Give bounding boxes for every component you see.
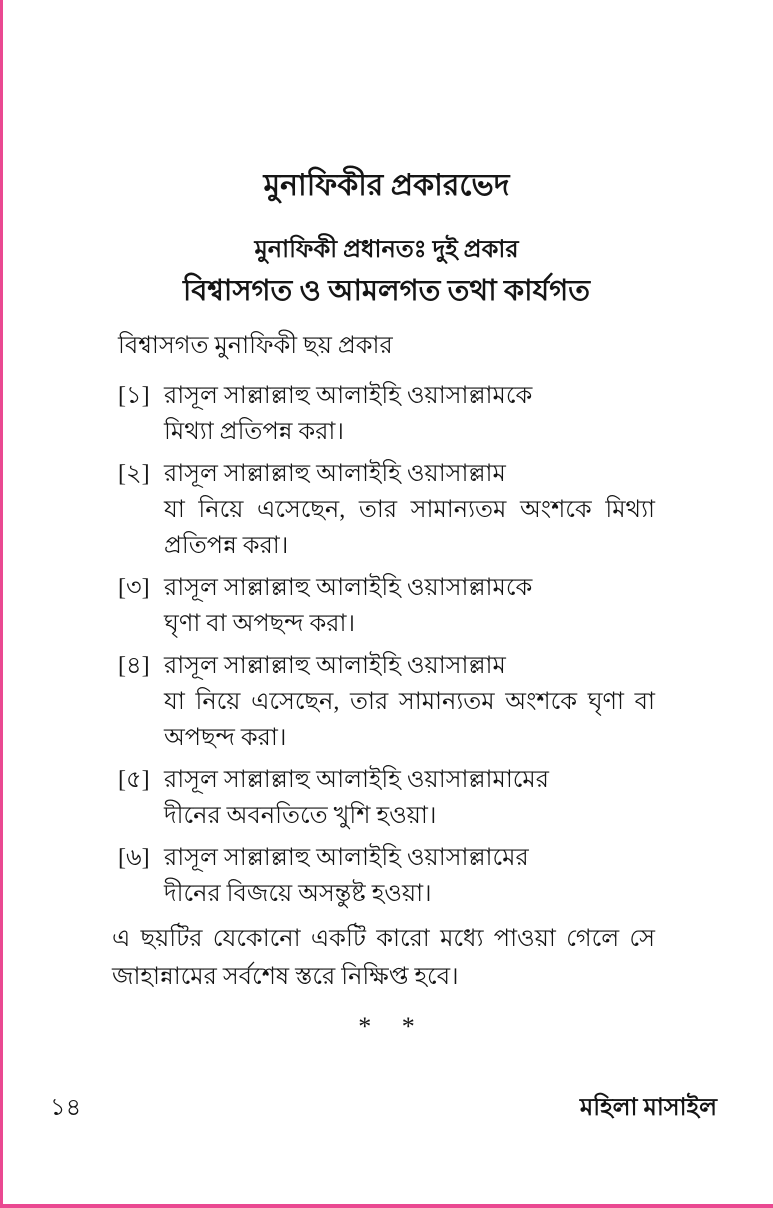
list-item-text	[164, 840, 655, 912]
text-line: রাসূল সাল্লাল্লাহু আলাইহি ওয়াসাল্লামের	[164, 845, 529, 871]
list-item-text	[164, 648, 655, 756]
page-content	[112, 0, 655, 1042]
list-item	[118, 456, 655, 564]
list-item-text	[164, 378, 655, 450]
list-item	[118, 762, 655, 834]
text-line: রাসূল সাল্লাল্লাহু আলাইহি ওয়াসাল্লামকে	[164, 383, 533, 409]
page-number: ১৪	[50, 1095, 82, 1121]
list-item-marker: [৩]	[118, 575, 150, 601]
text-line: যা নিয়ে এসেছেন, তার সামান্যতম অংশকে মিথ্যা	[164, 497, 655, 523]
text-line: রাসূল সাল্লাল্লাহু আলাইহি ওয়াসাল্লাম	[164, 653, 506, 679]
subtitle-line-2: বিশ্বাসগত ও আমলগত তথা কার্যগত	[182, 275, 591, 307]
list-item-marker: [১]	[118, 383, 150, 409]
list-item-marker: [৪]	[118, 653, 150, 679]
list-item	[118, 378, 655, 450]
text-line: দীনের অবনতিতে খুশি হওয়া।	[164, 803, 437, 829]
text-line: জাহান্নামের সর্বশেষ স্তরে নিক্ষিপ্ত হবে।	[112, 964, 459, 990]
list-item-marker: [৬]	[118, 845, 150, 871]
list-item-marker: [৫]	[118, 767, 150, 793]
text-line: অপছন্দ করা।	[164, 725, 287, 751]
text-line: দীনের বিজয়ে অসন্তুষ্ট হওয়া।	[164, 881, 432, 907]
list-item-text	[164, 570, 655, 642]
scan-edge-bottom	[0, 1204, 773, 1208]
text-line: যা নিয়ে এসেছেন, তার সামান্যতম অংশকে ঘৃণা বা	[164, 689, 655, 715]
text-line: রাসূল সাল্লাল্লাহু আলাইহি ওয়াসাল্লাম	[164, 461, 506, 487]
subtitle-line-1: মুনাফিকী প্রধানতঃ দুই প্রকার	[254, 237, 519, 263]
text-line: রাসূল সাল্লাল্লাহু আলাইহি ওয়াসাল্লামকে	[164, 575, 533, 601]
list-item	[118, 840, 655, 912]
closing-paragraph	[112, 920, 655, 996]
list-item	[118, 570, 655, 642]
text-line: রাসূল সাল্লাল্লাহু আলাইহি ওয়াসাল্লামামের	[164, 767, 549, 793]
book-title: মহিলা মাসাইল	[579, 1095, 717, 1121]
scan-edge-left	[0, 0, 3, 1208]
page-footer	[50, 1090, 717, 1126]
page-title: মুনাফিকীর প্রকারভেদ	[263, 169, 510, 202]
list-item-text	[164, 456, 655, 564]
list-item-text	[164, 762, 655, 834]
text-line: এ ছয়টির যেকোনো একটি কারো মধ্যে পাওয়া গেলে সে	[112, 926, 655, 952]
list-item	[118, 648, 655, 756]
section-heading: বিশ্বাসগত মুনাফিকী ছয় প্রকার	[118, 333, 393, 359]
text-line: ঘৃণা বা অপছন্দ করা।	[164, 611, 356, 637]
list-item-marker: [২]	[118, 461, 150, 487]
text-line: মিথ্যা প্রতিপন্ন করা।	[164, 419, 344, 445]
numbered-list	[118, 378, 655, 912]
text-line: প্রতিপন্ন করা।	[164, 533, 289, 559]
section-separator: * *	[358, 1012, 427, 1041]
